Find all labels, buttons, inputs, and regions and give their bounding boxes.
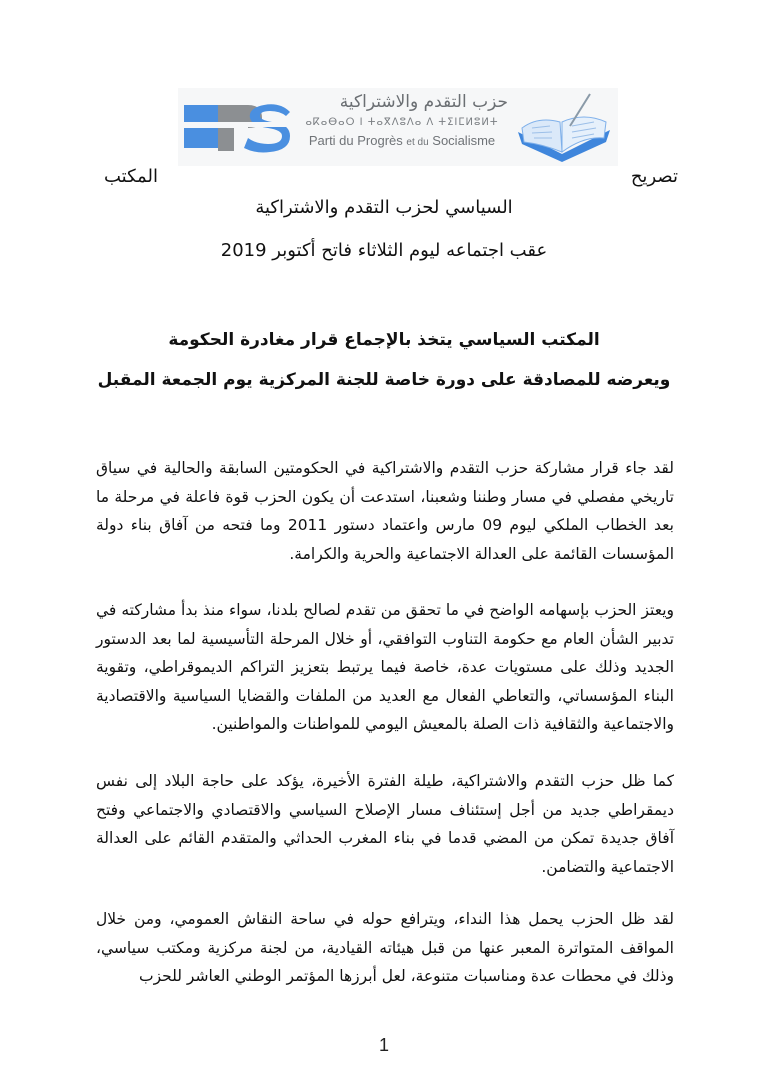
page-number: 1 bbox=[378, 1035, 389, 1055]
header-subtitle: السياسي لحزب التقدم والاشتراكية bbox=[255, 197, 513, 218]
open-book-quill-icon bbox=[514, 92, 614, 162]
headline-line-2: ويعرضه للمصادقة على دورة خاصة للجنة المركزية يوم الجمعة المقبل bbox=[97, 370, 671, 390]
party-name-french-part1: Parti du Progrès bbox=[308, 133, 403, 148]
body-paragraph: لقد ظل الحزب يحمل هذا النداء، ويترافع حوله في ساحة النقاش العمومي، ومن خلال المواقف المتواترة المعبر عنها من قبل هيئاته القيادية، من لجنة مركزية ومكتب سياسي، وذلك في محطات عدة ومناسبات متنوعة، لعل أبرزها المؤتمر الوطني العاشر للحزب bbox=[96, 910, 674, 985]
pps-monogram-icon bbox=[184, 102, 292, 154]
statement-label: تصريح bbox=[630, 166, 678, 187]
party-name-french bbox=[296, 132, 508, 152]
party-name-french-part2: et du bbox=[406, 137, 429, 148]
party-logo-banner bbox=[178, 88, 618, 166]
party-name-french-part3: Socialisme bbox=[432, 133, 496, 148]
headline-line-1: المكتب السياسي يتخذ بالإجماع قرار مغادرة الحكومة bbox=[168, 330, 600, 350]
bureau-label: المكتب bbox=[104, 166, 158, 187]
body-paragraph: كما ظل حزب التقدم والاشتراكية، طيلة الفترة الأخيرة، يؤكد على حاجة البلاد إلى نفس ديمقراطي جديد من أجل إستئناف مسار الإصلاح السياسي والاقتصادي والاجتماعي وفتح آفاق جديدة تمكن من المضي قدما في بناء المغرب الحداثي والمتقدم القائم على العدالة الاجتماعية والتضامن. bbox=[96, 772, 674, 876]
header-date-line: عقب اجتماعه ليوم الثلاثاء فاتح أكتوبر 2019 bbox=[220, 240, 548, 261]
body-paragraph: لقد جاء قرار مشاركة حزب التقدم والاشتراكية في الحكومتين السابقة والحالية في سياق تاريخي مفصلي في مسار وطننا وشعبنا، استدعت أن يكون الحزب قوة فاعلة في مرحلة ما بعد الخطاب الملكي ليوم 09 مارس واعتماد دستور 2011 وما فتحه من آفاق بناء دولة المؤسسات القائمة على العدالة الاجتماعية والحرية والكرامة. bbox=[96, 459, 674, 563]
party-name-arabic: حزب التقدم والاشتراكية bbox=[339, 92, 508, 112]
party-name-block bbox=[296, 90, 508, 164]
party-name-tifinagh: ⴰⴽⴰⴱⴰⵔ ⵏ ⵜⴰⴳⴷⵓⴷⴰ ⴷ ⵜⵉⵏⵎⵍⵓⵍⵜ bbox=[305, 117, 499, 128]
body-paragraph: ويعتز الحزب بإسهامه الواضح في ما تحقق من تقدم لصالح بلدنا، سواء منذ بدأ مشاركته في تدبير الشأن العام مع حكومة التناوب التوافقي، أو خلال المرحلة التأسيسية لما بعد الدستور الجديد وذلك على مستويات عدة، خاصة فيما يرتبط بتعزيز التراكم الديموقراطي، وتقوية البناء المؤسساتي، والتعاطي الفعال مع العديد من الملفات والقضايا السياسية والاقتصادية والاجتماعية والثقافية ذات الصلة بالمعيش اليومي للمواطنات والمواطنين. bbox=[96, 601, 674, 733]
